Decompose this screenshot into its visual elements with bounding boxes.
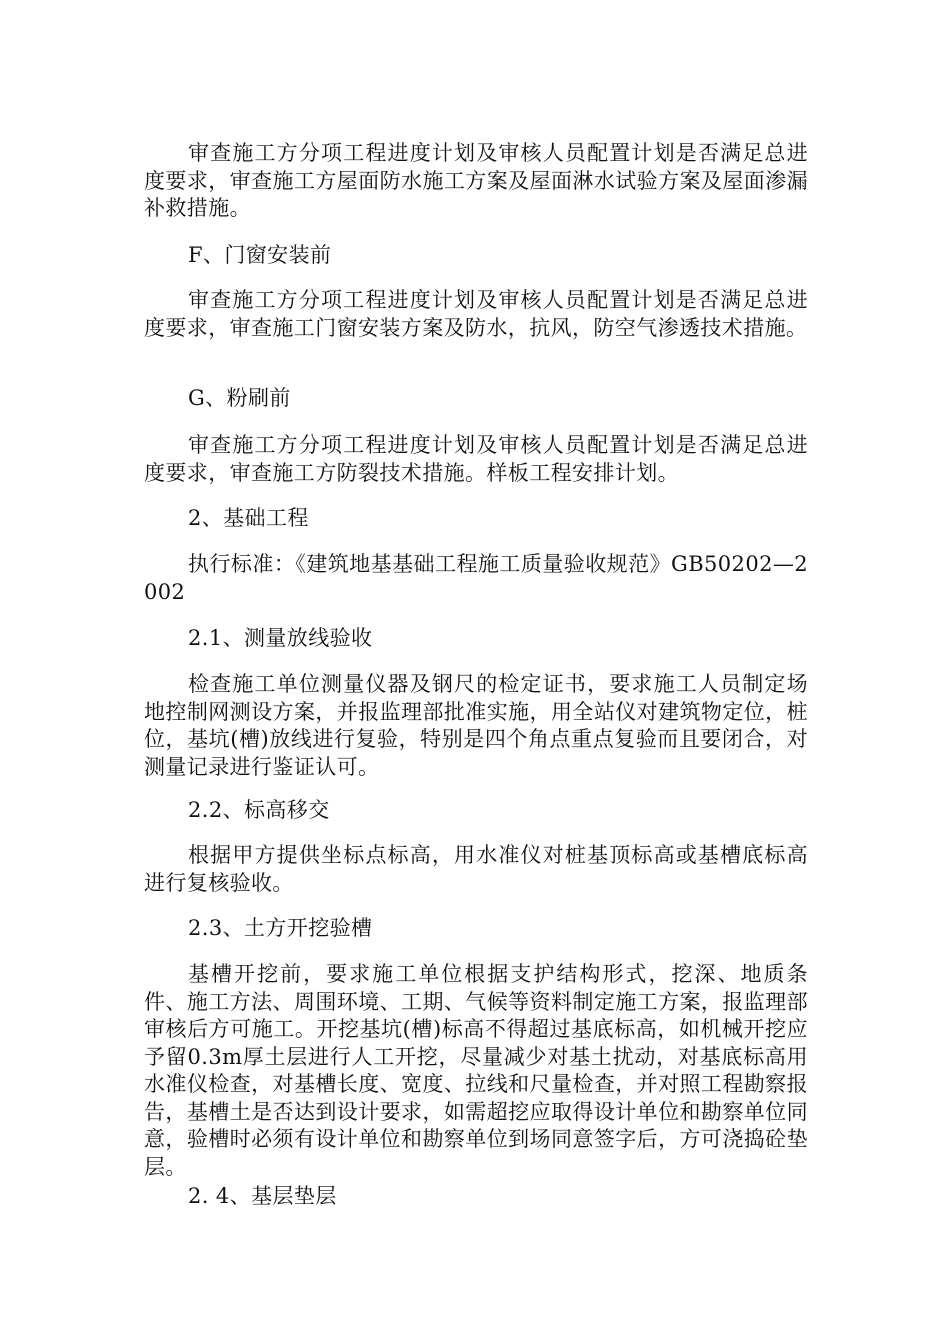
heading-2-2-elevation: 2.2、标高移交 [188,798,330,822]
paragraph-survey: 检查施工单位测量仪器及钢尺的检定证书，要求施工人员制定场地控制网测设方案，并报监理部批准实施，用全站仪对建筑物定位，桩位，基坑(槽)放线进行复验，特别是四个角点重点复验而且要闭合，对测量记录进行鉴证认可。 [144,672,808,779]
paragraph-standard: 执行标准：《建筑地基基础工程施工质量验收规范》GB50202—2002 [144,552,808,604]
paragraph-roofing-review: 审查施工方分项工程进度计划及审核人员配置计划是否满足总进度要求，审查施工方屋面防水施工方案及屋面淋水试验方案及屋面渗漏补救措施。 [144,141,808,220]
paragraph-excavation: 基槽开挖前，要求施工单位根据支护结构形式，挖深、地质条件、施工方法、周围环境、工期、气候等资料制定施工方案，报监理部审核后方可施工。开挖基坑(槽)标高不得超过基底标高，如机械开挖应予留0.3m厚土层进行人工开挖，尽量减少对基土扰动，对基底标高用水准仪检查，对基槽长度、宽度、拉线和尺量检查，并对照工程勘察报告，基槽土是否达到设计要求，如需超挖应取得设计单位和勘察单位同意，验槽时必须有设计单位和勘察单位到场同意签字后，方可浇捣砼垫层。 [144,962,808,1179]
paragraph-doors-windows-review: 审查施工方分项工程进度计划及审核人员配置计划是否满足总进度要求，审查施工门窗安装方案及防水，抗风，防空气渗透技术措施。 [144,288,808,340]
heading-g-plastering: G、粉刷前 [188,386,291,410]
heading-2-foundation: 2、基础工程 [188,506,309,530]
heading-2-1-survey: 2.1、测量放线验收 [188,626,373,650]
paragraph-elevation: 根据甲方提供坐标点标高，用水准仪对桩基顶标高或基槽底标高进行复核验收。 [144,843,808,895]
heading-f-doors-windows: F、门窗安装前 [188,243,332,267]
heading-2-3-excavation: 2.3、土方开挖验槽 [188,916,373,940]
paragraph-plastering-review: 审查施工方分项工程进度计划及审核人员配置计划是否满足总进度要求，审查施工方防裂技术措施。样板工程安排计划。 [144,433,808,485]
heading-2-4-base-cushion: 2. 4、基层垫层 [188,1184,337,1208]
